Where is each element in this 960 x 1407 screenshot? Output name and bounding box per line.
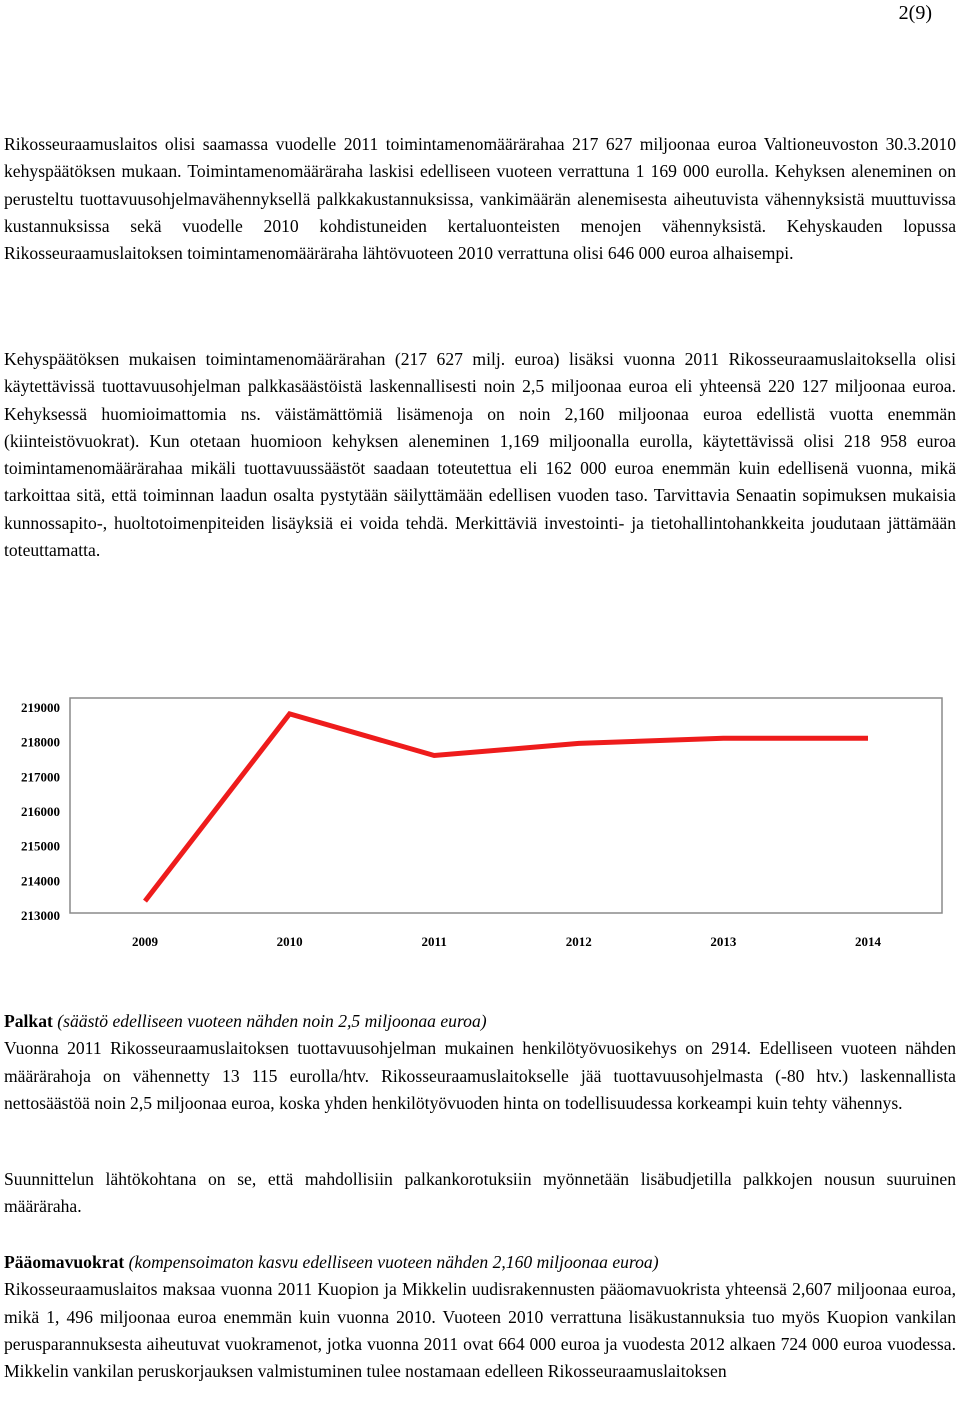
y-tick-label: 218000 [21,734,60,750]
y-tick-label: 219000 [21,700,60,715]
y-tick-label: 214000 [21,873,60,889]
x-tick-label: 2014 [855,934,881,949]
y-tick-label: 216000 [21,804,60,819]
plot-area-border [70,698,942,913]
x-tick-label: 2013 [710,934,737,949]
salaries-body: Vuonna 2011 Rikosseuraamuslaitoksen tuottavuusohjelman mukainen henkilötyövuosikehys on 2914. Edelliseen vuoteen nähden määrärahoja on vähennetty 13 115 eurolla/htv. Rikosseuraamuslaitokselle jää tuottavuusohjelmasta (-80 htv.) laskennallista nettosäästöä noin 2,5 miljoonaa euroa, koska yhden henkilötyövuoden hinta on todellisuudessa korkeampi kuin tehty vähennys. [4,1038,956,1113]
y-tick-label: 217000 [21,769,60,785]
paragraph-budget-details: Kehyspäätöksen mukaisen toimintamenomäärärahan (217 627 milj. euroa) lisäksi vuonna 2011 Rikosseuraamuslaitoksella olisi käytettävissä tuottavuusohjelman palkkasäästöistä laskennallisesti noin 2,5 miljoonaa euroa eli yhteensä 220 127 miljoonaa euroa. Kehyksessä huomioimattomia ns. väistämättömiä lisämenoja on noin 2,160 miljoonaa euroa edellistä vuotta enemmän (kiinteistövuokrat). Kun otetaan huomioon kehyksen aleneminen 1,169 miljoonalla eurolla, käytettävissä olisi 218 958 euroa toimintamenomäärärahaa mikäli tuottavuussäästöt saadaan toteutettua eli 162 000 euroa enemmän kuin edellisenä vuonna, mikä tarkoittaa sitä, että toiminnan laadun osalta pystytään säilyttämään edellisen vuoden taso. Tarvittavia Senaatin sopimuksen mukaisia kunnossapito-, huoltotoimenpiteiden lisäyksiä ei voida tehdä. Merkittäviä investointi- ja tietohallintohankkeita joudutaan jättämään toteuttamatta. [4,349,956,561]
section-capital-rents [4,1249,956,1385]
salaries-subheading: (säästö edelliseen vuoteen nähden noin 2,5 miljoonaa euroa) [52,1011,487,1031]
y-tick-label: 213000 [21,908,60,923]
page-number: 2(9) [898,2,932,24]
capital-rents-body: Rikosseuraamuslaitos maksaa vuonna 2011 Kuopion ja Mikkelin uudisrakennusten pääomavuokrista yhteensä 2,607 miljoonaa euroa, mikä 1, 496 miljoonaa euroa enemmän kuin vuonna 2010. Vuoteen 2010 verrattuna lisäkustannuksia tuo myös Kuopion vankilan perusparannuksesta aiheutuvat vuokramenot, jotka vuonna 2011 ovat 664 000 euroa ja vuodesta 2012 alkaen 724 000 euroa vuodessa. Mikkelin vankilan peruskorjauksen valmistuminen tulee nostamaan edelleen Rikosseuraamuslaitoksen [4,1279,956,1382]
capital-rents-subheading: (kompensoimaton kasvu edelliseen vuoteen nähden 2,160 miljoonaa euroa) [124,1252,659,1272]
x-tick-label: 2012 [565,934,592,949]
x-tick-label: 2011 [421,934,447,949]
y-axis-tick-labels [21,700,60,923]
y-tick-label: 215000 [21,838,60,854]
x-axis-tick-labels [132,934,882,949]
paragraph-budget-intro: Rikosseuraamuslaitos olisi saamassa vuodelle 2011 toimintamenomäärärahaa 217 627 miljoonaa euroa Valtioneuvoston 30.3.2010 kehyspäätöksen mukaan. Toimintamenomääräraha laskisi edelliseen vuoteen verrattuna 1 169 000 eurolla. Kehyksen aleneminen on perusteltu tuottavuusohjelmavähennyksellä palkkakustannuksissa, vankimäärän alenemisesta aiheutuvista vähennyksistä muuttuvissa kustannuksissa sekä vuodelle 2010 kohdistuneiden kertaluonteisten menojen vähennyksistä. Kehyskauden lopussa Rikosseuraamuslaitoksen toimintamenomääräraha lähtövuoteen 2010 verrattuna olisi 646 000 euroa alhaisempi. [4,134,956,264]
salaries-heading: Palkat [4,1011,53,1031]
x-tick-label: 2009 [132,934,158,949]
section-salaries [4,1008,956,1117]
x-tick-label: 2010 [276,934,303,949]
capital-rents-heading: Pääomavuokrat [4,1252,125,1272]
paragraph-salary-planning: Suunnittelun lähtökohtana on se, että mahdollisiin palkankorotuksiin myönnetään lisäbudjetilla palkkojen nousun suuruinen määräraha. [4,1169,956,1217]
appropriation-line-chart [0,690,960,960]
series-line [145,714,868,901]
plot-area-frame [70,698,942,913]
